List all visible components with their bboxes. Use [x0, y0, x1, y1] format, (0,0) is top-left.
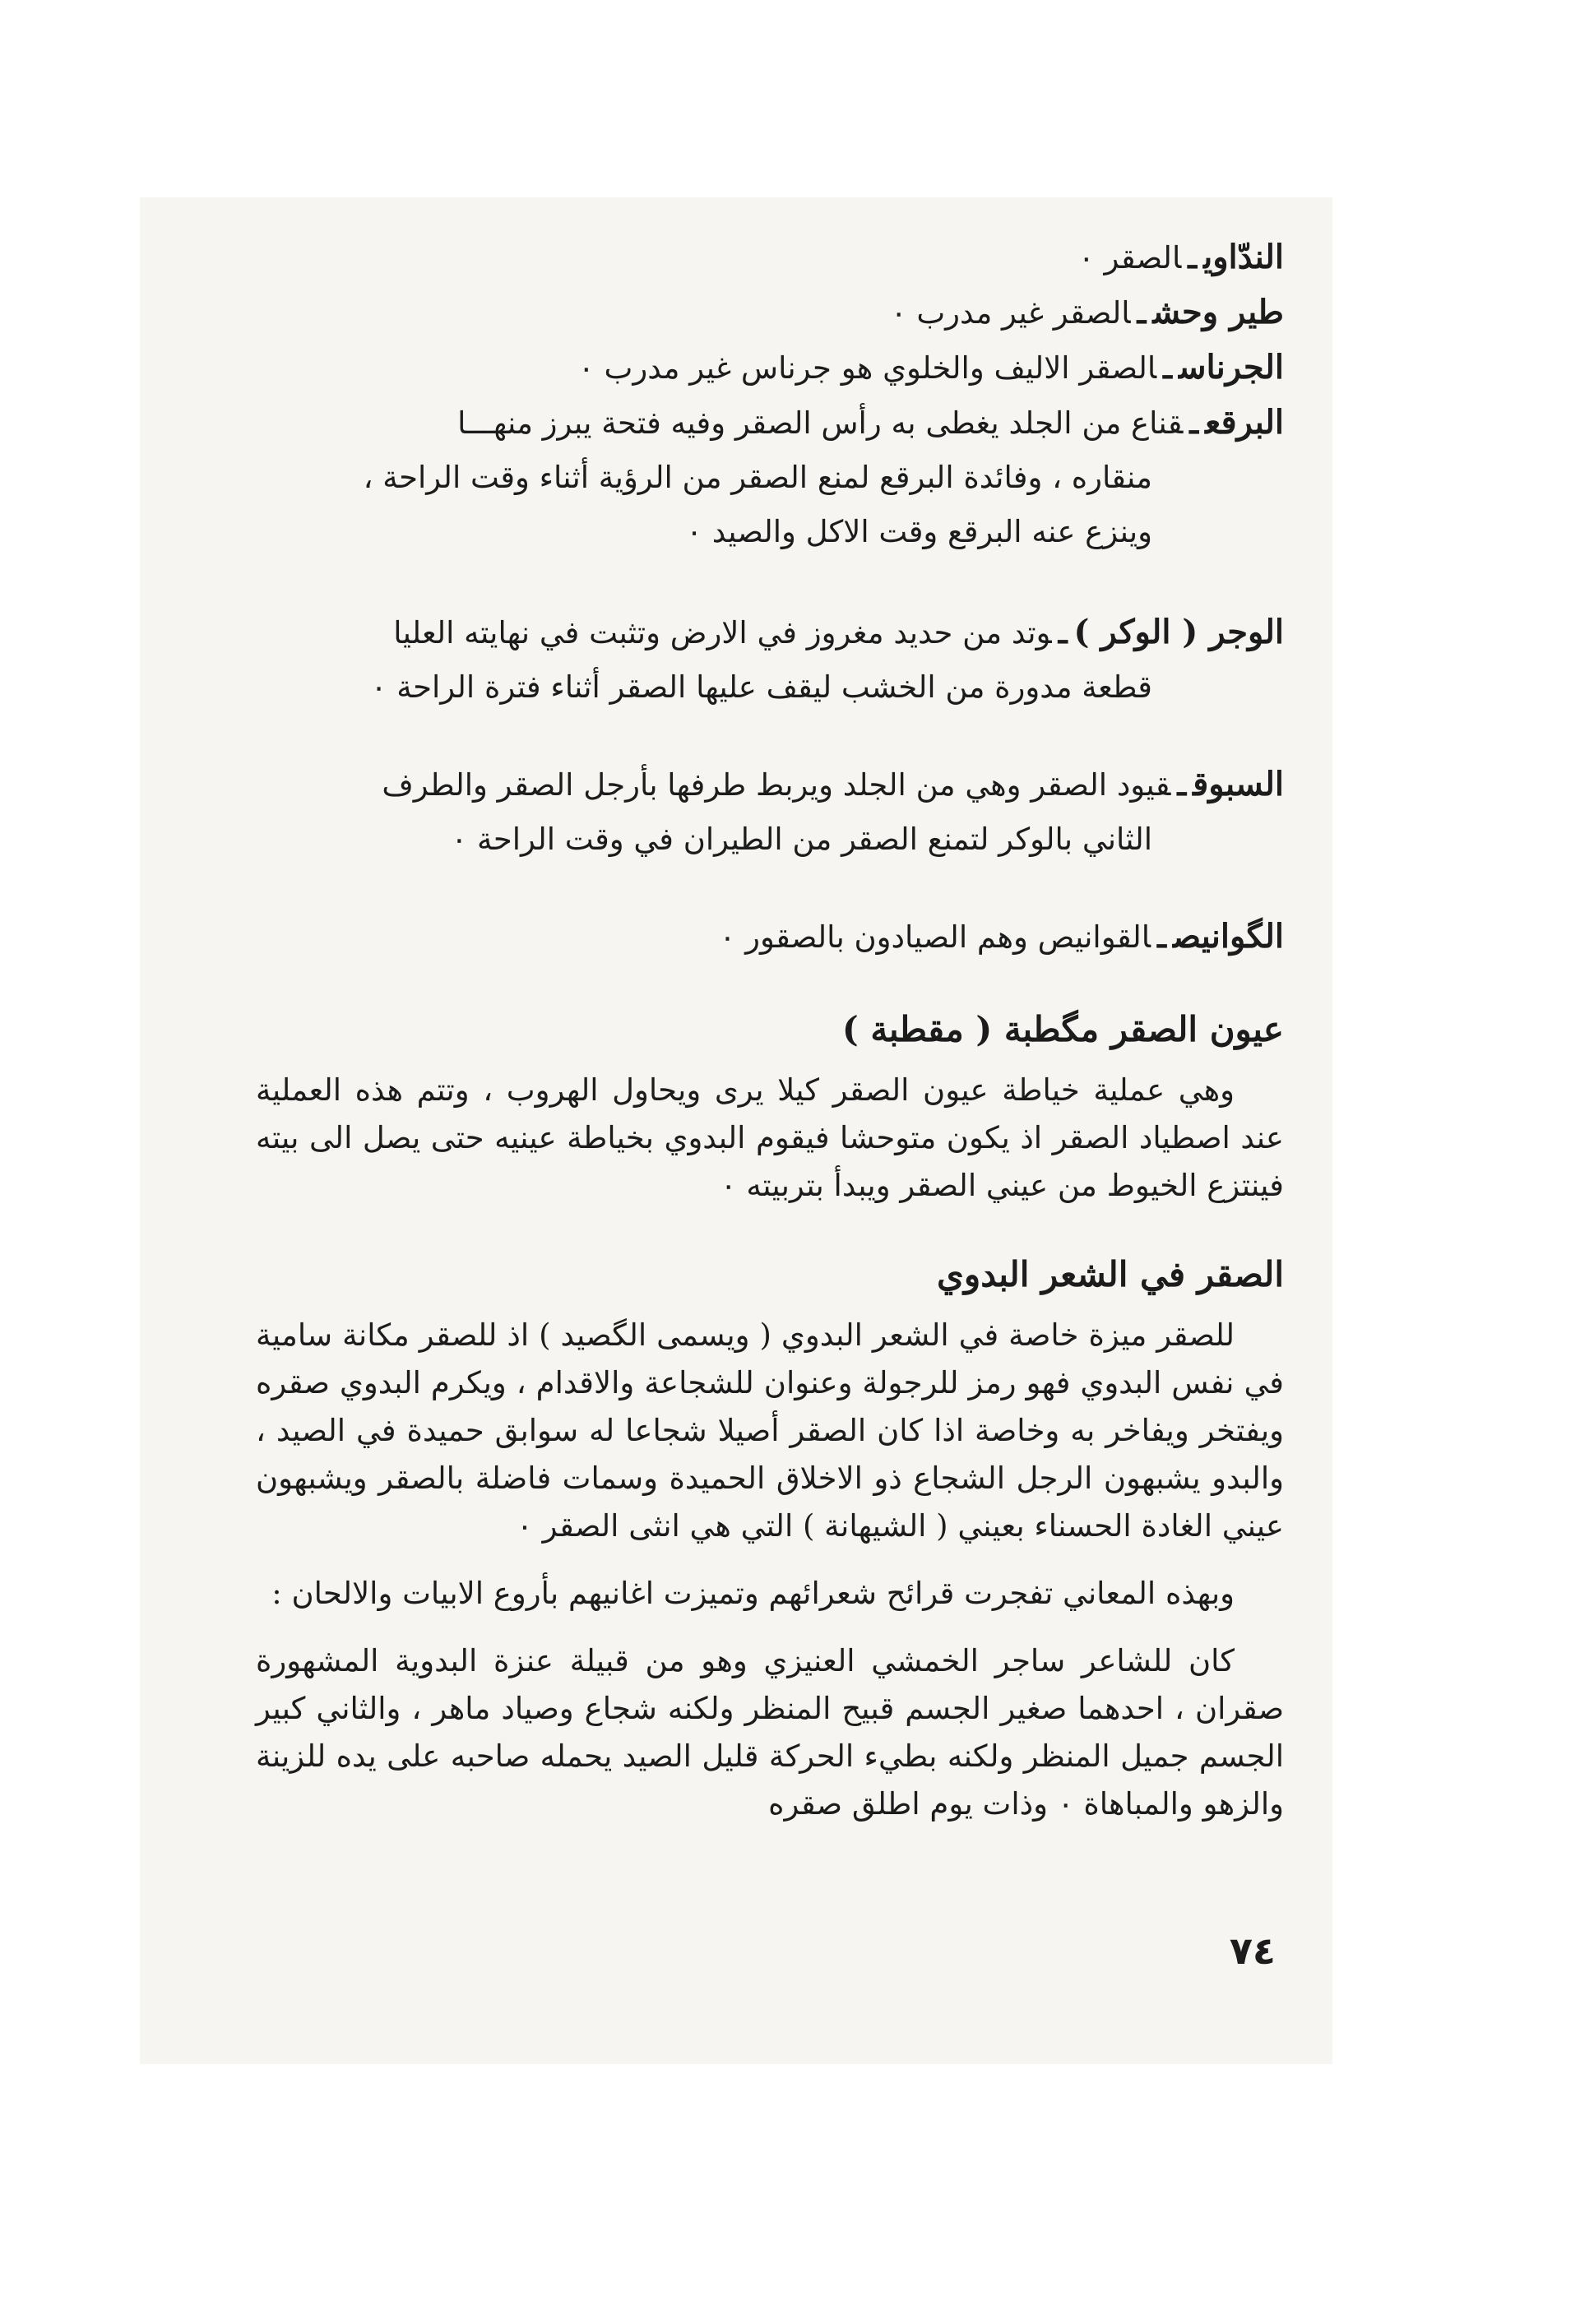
section-paragraph: كان للشاعر ساجر الخمشي العنيزي وهو من قبيلة عنزة البدوية المشهورة صقران ، احدهما صغير الجسم قبيح المنظر ولكنه شجاع وصياد ماهر ، والثاني كبير الجسم جميل المنظر ولكنه بطيء الحركة قليل الصيد يحمله صاحبه على يده للزينة والزهو والمباهاة ٠ وذات يوم اطلق صقره — [256, 1643, 1284, 1822]
glossary-definition-line: منقاره ، وفائدة البرقع لمنع الصقر من الرؤية أثناء وقت الراحة ، — [363, 460, 1152, 495]
glossary-definition: الصقر الاليف والخلوي هو جرناس غير مدرب ٠ — [577, 350, 1157, 386]
glossary-entry-tayr-wahsh — [256, 285, 1284, 340]
glossary-term: البرقع — [1205, 403, 1284, 442]
entry-dash: ـ — [1137, 294, 1147, 331]
glossary-term: الوجر ( الوكر ) — [1073, 613, 1284, 651]
glossary-entry-sabuq — [256, 757, 1284, 812]
entry-dash: ـ — [1058, 614, 1068, 650]
glossary-definition-line: قيود الصقر وهي من الجلد ويربط طرفها بأرجل الصقر والطرف — [382, 767, 1171, 803]
entry-dash: ـ — [1163, 350, 1172, 386]
glossary-entry-wajr — [256, 605, 1284, 660]
glossary-definition: القوانيص وهم الصيادون بالصقور ٠ — [719, 919, 1151, 955]
glossary-definition: الصقر ٠ — [1077, 240, 1182, 275]
glossary-definition-line: وينزع عنه البرقع وقت الاكل والصيد ٠ — [686, 514, 1152, 549]
glossary-entry-jarnas — [256, 340, 1284, 396]
entry-dash: ـ — [1188, 239, 1198, 275]
page-number: ٧٤ — [1229, 1928, 1276, 1973]
section-heading-poetry: الصقر في الشعر البدوي — [937, 1254, 1284, 1294]
glossary-term: الجرناس — [1178, 348, 1284, 387]
glossary-entry-burqu — [256, 396, 1284, 451]
glossary-definition-line: الثاني بالوكر لتمنع الصقر من الطيران في وقت الراحة ٠ — [451, 822, 1152, 857]
glossary-term: الگوانيص — [1172, 917, 1284, 956]
section-heading-eyes: عيون الصقر مگطبة ( مقطبة ) — [841, 1009, 1284, 1049]
glossary-definition: الصقر غير مدرب ٠ — [890, 295, 1131, 331]
section-paragraph: وهي عملية خياطة عيون الصقر كيلا يرى ويحاول الهروب ، وتتم هذه العملية عند اصطياد الصقر اذ يكون متوحشا فيقوم البدوي بخياطة عينيه حتى يصل الى بيته فينتزع الخيوط من عيني الصقر ويبدأ بتربيته ٠ — [256, 1072, 1284, 1203]
glossary-term: طير وحش — [1152, 293, 1284, 331]
entry-dash: ـ — [1189, 405, 1199, 441]
glossary-entry-naddawi — [256, 230, 1284, 285]
entry-dash: ـ — [1177, 766, 1187, 803]
glossary-term: السبوق — [1193, 765, 1284, 803]
entry-dash: ـ — [1157, 919, 1166, 955]
glossary-definition-line: قطعة مدورة من الخشب ليقف عليها الصقر أثناء فترة الراحة ٠ — [370, 669, 1152, 705]
section-paragraph: للصقر ميزة خاصة في الشعر البدوي ( ويسمى الگصيد ) اذ للصقر مكانة سامية في نفس البدوي فهو رمز للرجولة وعنوان للشجاعة والاقدام ، ويكرم البدوي صقره ويفتخر ويفاخر به وخاصة اذا كان الصقر أصيلا شجاعا له سوابق حميدة في الصيد ، والبدو يشبهون الرجل الشجاع ذو الاخلاق الحميدة وسمات فاضلة بالصقر ويشبهون عيني الغادة الحسناء بعيني ( الشيهانة ) التي هي انثى الصقر ٠ — [256, 1317, 1284, 1544]
section-paragraph: وبهذه المعاني تفجرت قرائح شعرائهم وتميزت اغانيهم بأروع الابيات والالحان : — [271, 1576, 1235, 1611]
glossary-term: الندّاوي — [1203, 238, 1284, 276]
glossary-definition-line: قناع من الجلد يغطى به رأس الصقر وفيه فتحة يبرز منهـــا — [457, 405, 1184, 441]
glossary-definition-line: وتد من حديد مغروز في الارض وتثبت في نهايته العليا — [393, 615, 1052, 650]
page-content — [256, 230, 1284, 1828]
glossary-entry-gawanis — [256, 910, 1284, 965]
